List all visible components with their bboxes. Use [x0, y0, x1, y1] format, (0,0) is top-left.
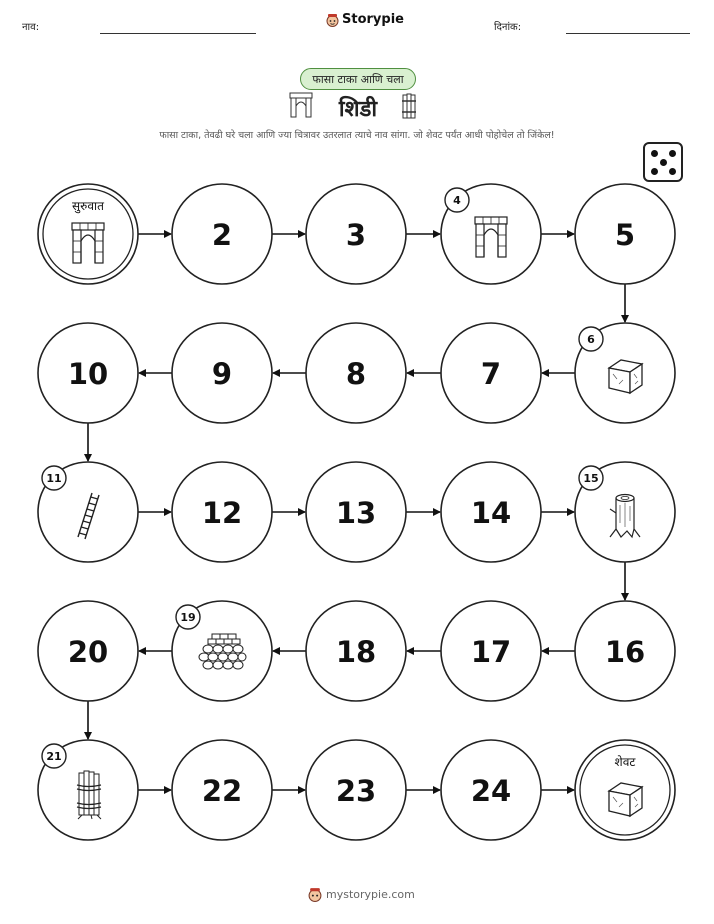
cell-number-label: 4: [453, 194, 461, 207]
cell-number-label: 3: [345, 218, 367, 252]
cell-number-label: 22: [201, 774, 243, 808]
board-cell-4[interactable]: [441, 184, 541, 284]
board-cell-20[interactable]: [38, 601, 138, 701]
board-cell-24[interactable]: [441, 740, 541, 840]
board-cell-23[interactable]: [306, 740, 406, 840]
board-cell-7[interactable]: [441, 323, 541, 423]
board-cell-11[interactable]: [38, 462, 138, 562]
end-label: शेवट: [614, 755, 636, 769]
board-cell-10[interactable]: [38, 323, 138, 423]
cell-number-label: 6: [587, 333, 595, 346]
cell-number-label: 15: [583, 472, 599, 485]
footer-url: mystorypie.com: [326, 888, 415, 901]
board-cell-5[interactable]: [575, 184, 675, 284]
page-title: शिडी: [338, 97, 378, 122]
cell-number-label: 23: [335, 774, 377, 808]
cell-number-label: 9: [211, 357, 233, 391]
cell-number-label: 7: [480, 357, 502, 391]
subtitle-pill: फासा टाका आणि चला: [300, 68, 416, 90]
cell-number-label: 2: [211, 218, 233, 252]
footer: [308, 887, 415, 902]
board-cell-3[interactable]: [306, 184, 406, 284]
cell-number-label: 19: [180, 611, 196, 624]
board-cell-22[interactable]: [172, 740, 272, 840]
start-label: सुरुवात: [72, 199, 104, 213]
board-cells: [38, 184, 675, 840]
board-cell-9[interactable]: [172, 323, 272, 423]
board-cell-25[interactable]: [575, 740, 675, 840]
board-cell-8[interactable]: [306, 323, 406, 423]
cell-number-label: 5: [614, 218, 636, 252]
name-label: नाव:: [22, 22, 40, 33]
cell-number-label: 8: [345, 357, 367, 391]
date-label: दिनांक:: [494, 22, 522, 33]
board-cell-1[interactable]: [38, 184, 138, 284]
board-cell-16[interactable]: [575, 601, 675, 701]
board-cell-2[interactable]: [172, 184, 272, 284]
board-cell-21[interactable]: [38, 740, 138, 840]
cell-number-label: 12: [201, 496, 243, 530]
board-cell-12[interactable]: [172, 462, 272, 562]
board-cell-13[interactable]: [306, 462, 406, 562]
board-cell-17[interactable]: [441, 601, 541, 701]
cell-number-label: 17: [470, 635, 512, 669]
storypie-logo-icon: [308, 887, 322, 902]
stone-block-icon: [609, 783, 642, 816]
brand-name: Storypie: [342, 12, 404, 27]
cell-number-label: 18: [335, 635, 377, 669]
cell-number-label: 14: [470, 496, 512, 530]
board-cell-6[interactable]: [575, 323, 675, 423]
board-cell-15[interactable]: [575, 462, 675, 562]
cell-number-label: 11: [46, 472, 62, 485]
cell-number-label: 13: [335, 496, 377, 530]
instructions: फासा टाका, तेवढी घरे चला आणि ज्या चित्रावर उतरलात त्याचे नाव सांगा. जो शेवट पर्यंत आधी पोहोचेल तो जिंकेल!: [159, 130, 555, 141]
log-bundle-icon: [77, 771, 101, 819]
cell-number-label: 20: [67, 635, 109, 669]
cell-number-label: 10: [67, 357, 109, 391]
cell-number-label: 16: [604, 635, 646, 669]
cell-number-label: 24: [470, 774, 512, 808]
board-cell-14[interactable]: [441, 462, 541, 562]
cell-number-label: 21: [46, 750, 62, 763]
board-cell-19[interactable]: [172, 601, 272, 701]
board-cell-18[interactable]: [306, 601, 406, 701]
stone-block-icon: [609, 360, 642, 393]
